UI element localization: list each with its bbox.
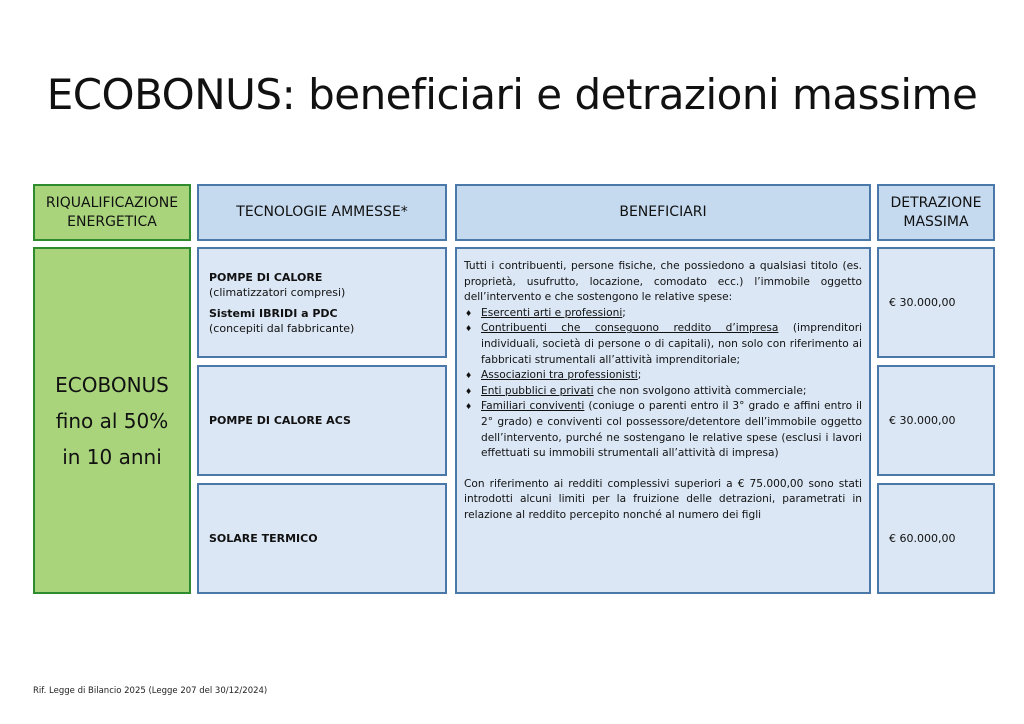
tech-cell-pompe-calore: [197, 247, 447, 358]
tech-cell-pompe-acs: [197, 365, 447, 476]
ecobonus-duration: in 10 anni: [62, 444, 162, 469]
beneficiary-detail: (coniuge o parenti entro il 3° grado e affini entro il 2° grado) e conviventi col possessore/detentore dell’immobile oggetto dell’intervento, purché ne sostengano le relative spese (esclusi i lavori effettuati su immobili strumentali all’attività di impresa): [481, 400, 862, 460]
beneficiary-detail: ;: [622, 306, 626, 319]
beneficiari-cell: [455, 247, 871, 594]
bullet-icon: ♦: [465, 371, 473, 381]
tech-title: Sistemi IBRIDI a PDC: [209, 306, 338, 320]
header-riqualificazione: RIQUALIFICAZIONE ENERGETICA: [33, 184, 191, 241]
ecobonus-rate: fino al 50%: [55, 408, 169, 433]
list-item: [464, 306, 862, 322]
amount-value: € 60.000,00: [889, 532, 956, 545]
page-title: ECOBONUS: beneficiari e detrazioni massime: [46, 70, 978, 119]
amount-value: € 30.000,00: [889, 414, 956, 427]
list-item: [464, 368, 862, 384]
bullet-icon: ♦: [465, 324, 473, 334]
beneficiary-category: Contribuenti che conseguono reddito d’impresa: [481, 322, 779, 335]
beneficiary-category: Enti pubblici e privati: [481, 384, 594, 397]
beneficiary-detail: ;: [637, 369, 642, 382]
header-beneficiari: BENEFICIARI: [455, 184, 871, 241]
beneficiary-category: Associazioni tra professionisti: [481, 369, 638, 382]
beneficiari-income-note: Con riferimento ai redditi complessivi superiori a € 75.000,00 sono stati introdotti alcuni limiti per la fruizione delle detrazioni, parametrati in relazione al reddito percepito nonché al numero dei figli: [464, 477, 862, 521]
tech-title: SOLARE TERMICO: [209, 532, 318, 545]
beneficiary-category: Esercenti arti e professioni: [481, 306, 623, 319]
beneficiary-detail: che non svolgono attività commerciale;: [593, 384, 807, 397]
footer-reference: Rif. Legge di Bilancio 2025 (Legge 207 del 30/12/2024): [33, 686, 268, 696]
tech-cell-solare: [197, 483, 447, 594]
beneficiary-category: Familiari conviventi: [481, 400, 585, 413]
bullet-icon: ♦: [465, 386, 473, 396]
list-item: [464, 384, 862, 400]
tech-note: (concepiti dal fabbricante): [209, 321, 355, 335]
ecobonus-cell: [33, 247, 191, 594]
ecobonus-label: ECOBONUS: [55, 372, 169, 397]
tech-title: POMPE DI CALORE ACS: [209, 414, 351, 427]
list-item: [464, 321, 862, 368]
bullet-icon: ♦: [465, 308, 473, 318]
tech-note: (climatizzatori compresi): [209, 285, 346, 299]
amount-cell: [877, 483, 995, 594]
bullet-icon: ♦: [465, 402, 473, 412]
list-item: [464, 399, 862, 461]
beneficiari-intro: Tutti i contribuenti, persone fisiche, che possiedono a qualsiasi titolo (es. proprietà, usufrutto, locazione, comodato ecc.) l’immobile oggetto dell’intervento e che sostengono le relative spese:: [464, 260, 862, 304]
beneficiari-list: [464, 306, 862, 462]
amount-value: € 30.000,00: [889, 296, 956, 309]
tech-title: POMPE DI CALORE: [209, 270, 323, 284]
amount-cell: [877, 365, 995, 476]
amount-cell: [877, 247, 995, 358]
beneficiary-detail: (imprenditori individuali, società di persone o di capitali), non solo con riferimento ai fabbricati strumentali all’attività imprenditoriale;: [481, 322, 862, 366]
header-detrazione: DETRAZIONE MASSIMA: [877, 184, 995, 241]
header-tecnologie: TECNOLOGIE AMMESSE*: [197, 184, 447, 241]
